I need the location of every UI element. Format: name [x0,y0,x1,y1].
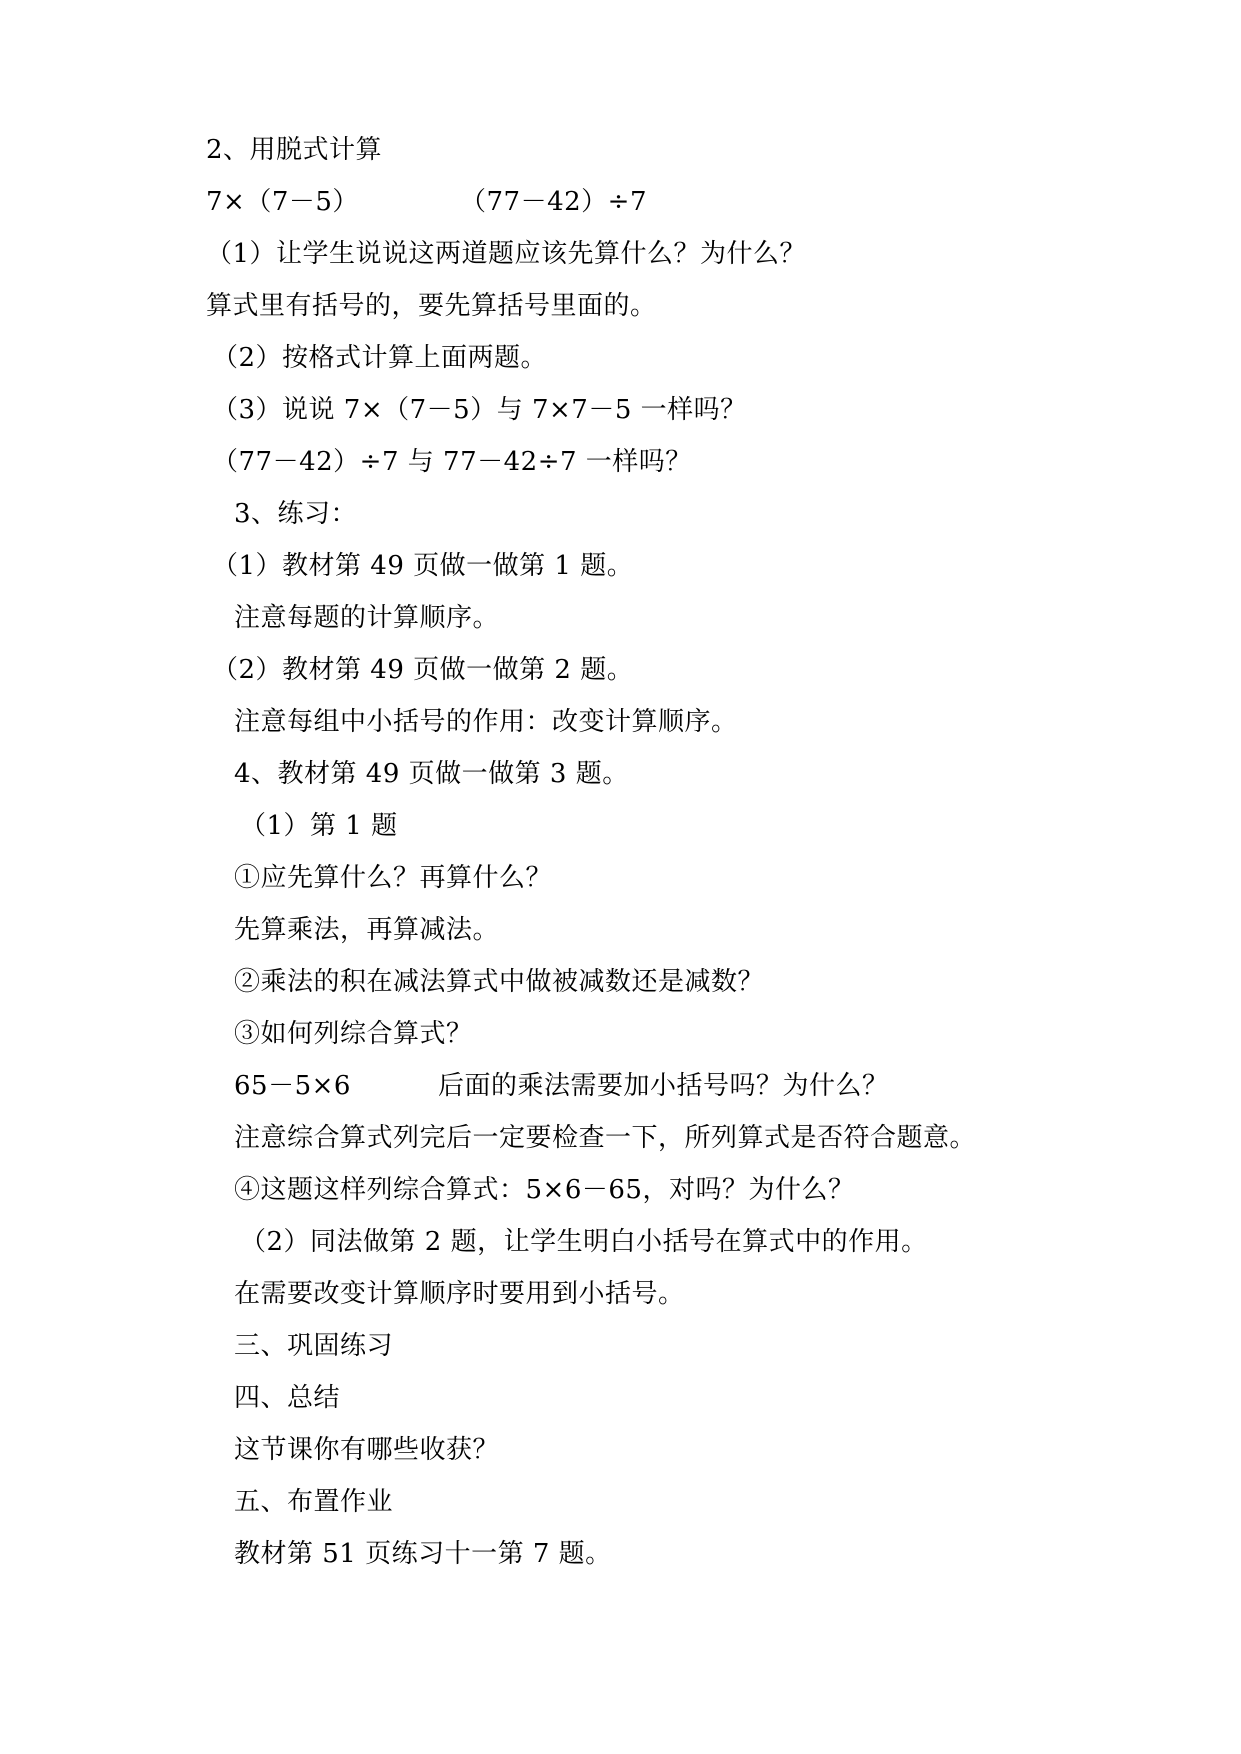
text-line: ③如何列综合算式？ [234,1019,473,1049]
expression-1: 7×（7－5） [206,187,359,217]
text-line: （1）教材第 49 页做一做第 1 题。 [212,551,634,581]
expression-2: （77－42）÷7 [460,187,647,217]
text-line: 教材第 51 页练习十一第 7 题。 [234,1539,612,1569]
text-line: ②乘法的积在减法算式中做被减数还是减数？ [234,967,765,997]
heading-step-3: 3、练习： [234,499,358,529]
text-line: （2）按格式计算上面两题。 [212,343,548,373]
section-heading: 三、巩固练习 [234,1331,394,1361]
text-line: 注意每组中小括号的作用：改变计算顺序。 [234,707,738,737]
text-line: （1）第 1 题 [240,811,398,841]
text-line: ④这题这样列综合算式：5×6－65，对吗？为什么？ [234,1175,855,1205]
text-line: 后面的乘法需要加小括号吗？为什么？ [438,1071,889,1101]
text-line: （1）让学生说说这两道题应该先算什么？为什么？ [206,239,807,269]
text-line: （77－42）÷7 与 77－42÷7 一样吗？ [212,447,692,477]
heading-step-4: 4、教材第 49 页做一做第 3 题。 [234,759,629,789]
text-line: 先算乘法，再算减法。 [234,915,500,945]
text-line: （3）说说 7×（7－5）与 7×7－5 一样吗？ [212,395,747,425]
section-heading: 四、总结 [234,1383,341,1413]
section-heading: 五、布置作业 [234,1487,394,1517]
expression-3: 65－5×6 [234,1071,351,1101]
text-line: 注意综合算式列完后一定要检查一下，所列算式是否符合题意。 [234,1123,977,1153]
text-line: 在需要改变计算顺序时要用到小括号。 [234,1279,685,1309]
heading-step-2: 2、用脱式计算 [206,135,383,165]
text-line: ①应先算什么？再算什么？ [234,863,553,893]
text-line: 这节课你有哪些收获？ [234,1435,500,1465]
text-line: （2）教材第 49 页做一做第 2 题。 [212,655,634,685]
text-line: 算式里有括号的，要先算括号里面的。 [206,291,657,321]
text-line: 注意每题的计算顺序。 [234,603,500,633]
text-line: （2）同法做第 2 题，让学生明白小括号在算式中的作用。 [240,1227,928,1257]
